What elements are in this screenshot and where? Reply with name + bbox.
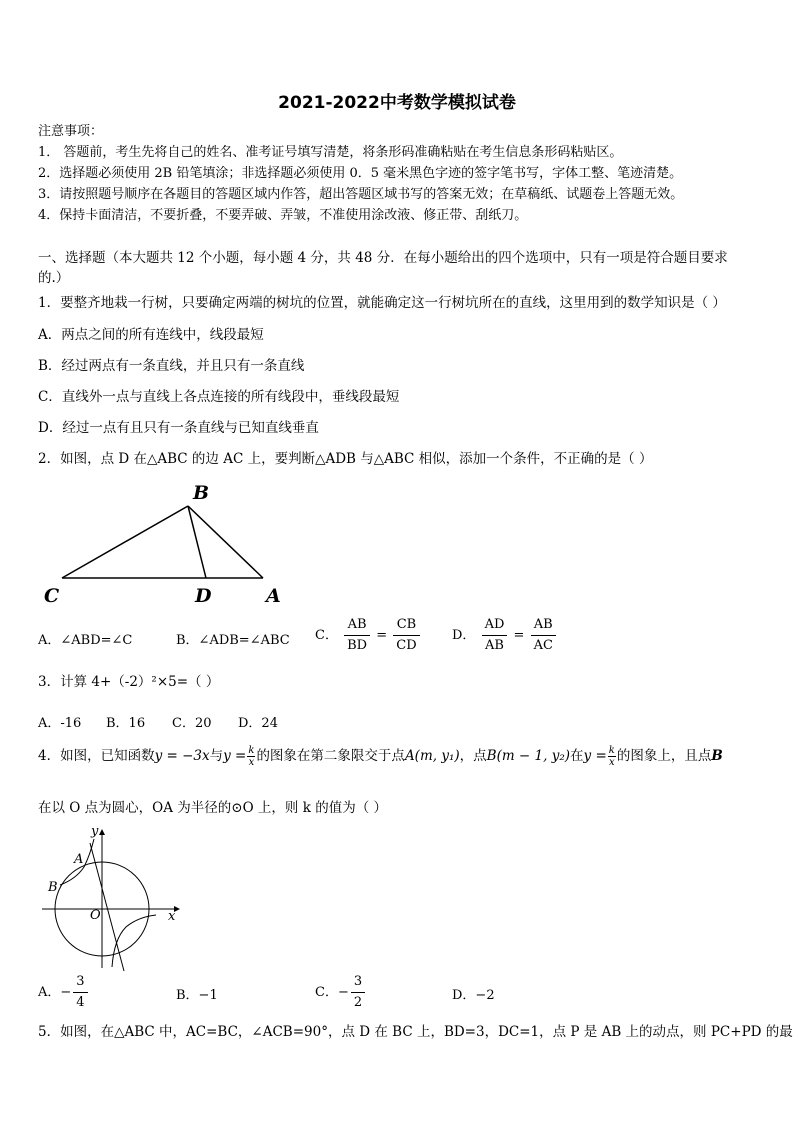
segment-ba (188, 506, 263, 578)
label-c: C (44, 585, 60, 607)
q3-option-a[interactable]: A．-16 (38, 716, 82, 731)
equals-sign: = (513, 628, 525, 643)
q1-stem: 1．要整齐地栽一行树，只要确定两端的树坑的位置，就能确定这一行树坑所在的直线，这里用到的数学知识是（ ） (38, 295, 726, 311)
notice-heading: 注意事项： (38, 124, 104, 139)
label-a: A (74, 852, 84, 867)
fraction-k-over-x: $\frac{k}{x}$ (248, 745, 255, 768)
notice-item-2: 2．选择题必须使用 2B 铅笔填涂；非选择题必须使用 0．5 毫米黑色字迹的签字笔书写，字体工整、笔迹清楚。 (38, 166, 683, 181)
notice-item-1: 1． 答题前，考生先将自己的姓名、准考证号填写清楚，将条形码准确粘贴在考生信息条形码粘贴区。 (38, 145, 623, 160)
q5-stem: 5．如图，在△ABC 中，AC=BC，∠ACB=90°，点 D 在 BC 上，BD=3，DC=1，点 P 是 AB 上的动点，则 PC+PD 的最 (38, 1024, 793, 1040)
q1-option-d[interactable]: D．经过一点有且只有一条直线与已知直线垂直 (38, 420, 319, 436)
label-b: B (48, 880, 58, 895)
notice-item-4: 4．保持卡面清洁，不要折叠，不要弄破、弄皱，不准使用涂改液、修正带、刮纸刀。 (38, 208, 528, 223)
q1-option-c[interactable]: C．直线外一点与直线上各点连接的所有线段中，垂线段最短 (38, 389, 400, 405)
fraction: $\frac{AD}{AB}$ (482, 615, 508, 656)
q4-stem-line1: 4．如图，已知函数y = −3x与y = $\frac{k}{x}$ 的图象在第二象限交于点A(m, y₁)，点B(m − 1, y₂)在y = $\frac{k}{x}$ 的图象上，且点B (38, 745, 723, 768)
fraction: $\frac{AB}{BD}$ (344, 615, 370, 656)
q2-option-d-prefix: D． (452, 628, 476, 643)
section1-heading-line1: 一、选择题（本大题共 12 个小题，每小题 4 分，共 48 分．在每小题给出的四个选项中，只有一项是符合题目要求 (38, 250, 728, 266)
q1-option-b[interactable]: B．经过两点有一条直线，并且只有一条直线 (38, 358, 305, 374)
q3-option-d[interactable]: D．24 (238, 716, 278, 731)
fraction: $\frac{CB}{CD}$ (393, 615, 419, 656)
hyperbola-branch-4 (112, 915, 156, 967)
label-d: D (195, 585, 212, 607)
equals-sign: = (376, 628, 388, 643)
label-b: B (193, 482, 210, 504)
label-y: y (91, 824, 99, 839)
notice-item-3: 3．请按照题号顺序在各题目的答题区域内作答，超出答题区域书写的答案无效；在草稿纸、试题卷上答题无效。 (38, 187, 684, 202)
q4-stem-line2: 在以 O 点为圆心，OA 为半径的⊙O 上，则 k 的值为（ ） (38, 800, 387, 816)
q2-option-d[interactable] (452, 615, 558, 656)
q1-option-a[interactable]: A．两点之间的所有连线中，线段最短 (38, 327, 264, 343)
y-axis-arrow (99, 829, 105, 835)
q3-stem: 3．计算 4+（-2）²×5=（ ） (38, 674, 220, 690)
q4-option-d[interactable]: D．−2 (452, 988, 495, 1003)
label-x: x (168, 909, 176, 924)
label-a: A (266, 585, 281, 607)
q3-option-b[interactable]: B．16 (106, 716, 146, 731)
q2-triangle-figure (38, 476, 298, 608)
section1-heading-line2: 的.） (38, 270, 70, 286)
point-a-expression: A(m, y₁) (404, 748, 460, 764)
q4-circle-figure (38, 823, 188, 973)
q2-option-b[interactable]: B．∠ADB=∠ABC (176, 633, 290, 648)
q2-option-c[interactable] (315, 615, 422, 656)
q3-option-c[interactable]: C．20 (172, 716, 212, 731)
function-1: y = −3x (154, 748, 210, 764)
segment-cb (62, 506, 188, 578)
exam-title: 2021-2022中考数学模拟试卷 (278, 93, 516, 113)
point-b-expression: B(m − 1, y₂) (486, 748, 571, 764)
fraction: $\frac{AB}{AC}$ (531, 615, 556, 656)
fraction-k-over-x: $\frac{k}{x}$ (608, 745, 615, 768)
label-o: O (90, 908, 101, 923)
q4-option-a[interactable]: A．− $\frac{3}{4}$ (38, 972, 90, 1013)
q4-option-b[interactable]: B．−1 (176, 988, 218, 1003)
segment-bd (188, 506, 206, 578)
q2-option-c-prefix: C． (315, 628, 338, 643)
q2-option-a[interactable]: A．∠ABD=∠C (38, 633, 133, 648)
q2-stem: 2．如图，点 D 在△ABC 的边 AC 上，要判断△ADB 与△ABC 相似，添加一个条件，不正确的是（ ） (38, 451, 653, 467)
q4-option-c[interactable]: C．− $\frac{3}{2}$ (315, 972, 367, 1013)
function-2: y = (223, 748, 247, 764)
